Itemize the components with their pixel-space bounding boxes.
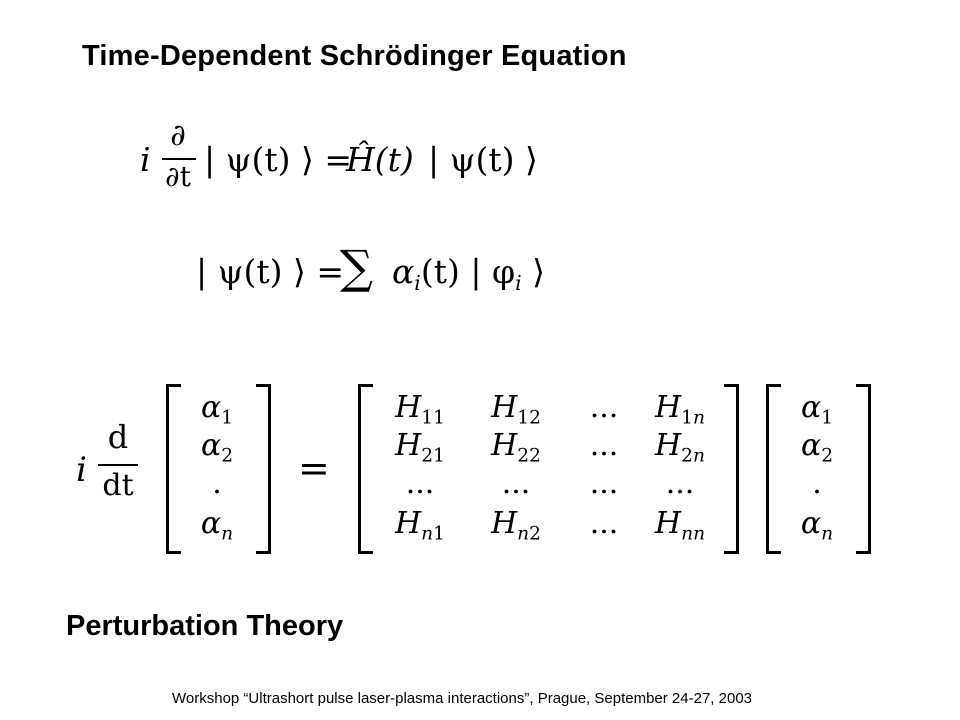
vector-entry: $\alpha_n$ (800, 506, 834, 545)
eq1-hamiltonian: Ĥ(t) (346, 140, 414, 179)
matrix-entry: $H_{n1}$ (395, 506, 445, 545)
slide-title: Time-Dependent Schrödinger Equation (82, 40, 627, 72)
eq1-numerator: ∂ (170, 118, 186, 153)
vector-entry: $\alpha_1$ (200, 390, 234, 429)
matrix-entry: $H_{nn}$ (654, 506, 706, 545)
section-title: Perturbation Theory (66, 610, 344, 642)
matrix-entry: ... (589, 428, 619, 463)
right-vector-close-bracket (856, 384, 871, 554)
matrix-entry: $H_{12}$ (491, 390, 541, 429)
matrix-entry: $H_{22}$ (491, 428, 541, 467)
eq2-sum: ∑ (340, 240, 373, 294)
vector-entry: . (812, 466, 822, 501)
eq3-fraction-bar (98, 464, 138, 466)
eq1-denominator: ∂t (165, 160, 191, 193)
vector-entry: $\alpha_2$ (200, 428, 234, 467)
matrix-entry: ... (589, 466, 619, 501)
matrix-entry: $H_{1n}$ (655, 390, 705, 429)
matrix-entry: $H_{n2}$ (491, 506, 541, 545)
eq3-numerator: d (107, 418, 129, 456)
eq3-i: i (76, 450, 87, 490)
eq1-rhs: | ψ(t) ⟩ (428, 140, 538, 179)
eq2-rhs: $\alpha_i(t)$ | $\varphi_i$ ⟩ (392, 252, 545, 296)
matrix-entry: ... (589, 390, 619, 425)
footer-text: Workshop “Ultrashort pulse laser-plasma interactions”, Prague, September 24-27, 2003 (172, 690, 753, 707)
matrix-close-bracket (724, 384, 739, 554)
vector-entry: $\alpha_n$ (200, 506, 234, 545)
eq1-lhs: | ψ(t) ⟩ = (204, 140, 353, 179)
eq2-lhs: | ψ(t) ⟩ = (196, 252, 345, 291)
left-vector-close-bracket (256, 384, 271, 554)
matrix-entry: $H_{11}$ (395, 390, 445, 429)
matrix-open-bracket (358, 384, 373, 554)
eq3-denominator: dt (102, 468, 134, 503)
vector-entry: . (212, 466, 222, 501)
matrix-entry: $H_{21}$ (395, 428, 445, 467)
vector-entry: $\alpha_2$ (800, 428, 834, 467)
vector-entry: $\alpha_1$ (800, 390, 834, 429)
matrix-entry: $H_{2n}$ (655, 428, 705, 467)
matrix-entry: ... (501, 466, 531, 501)
matrix-entry: ... (665, 466, 695, 501)
eq1-i: i (140, 140, 151, 179)
matrix-entry: ... (589, 506, 619, 541)
matrix-entry: ... (405, 466, 435, 501)
eq3-equals: = (298, 446, 330, 490)
